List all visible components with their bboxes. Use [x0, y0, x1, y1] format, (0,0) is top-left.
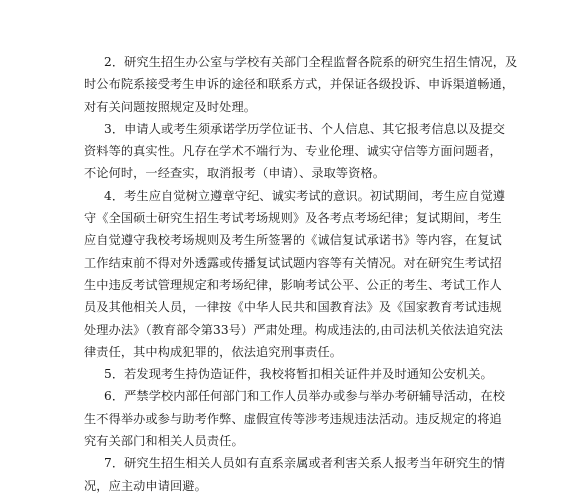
paragraph-line: 况，应主动申请回避。	[84, 478, 207, 493]
paragraph-line: 应自觉遵守我校考场规则及考生所签署的《诚信复试承诺书》等内容，在复试	[84, 233, 502, 248]
paragraph-line: 4．考生应自觉树立遵章守纪、诚实考试的意识。初试期间，考生应自觉遵	[104, 188, 506, 203]
paragraph-line: 生中违反考试管理规定和考场纪律，影响考试公平、公正的考生、考试工作人	[84, 277, 502, 292]
paragraph-line: 律责任，其中构成犯罪的，依法追究刑事责任。	[84, 344, 343, 359]
paragraph-line: 不论何时，一经查实，取消报考（申请）、录取等资格。	[84, 166, 386, 181]
paragraph-4	[84, 185, 506, 363]
paragraph-line: 处理办法》（教育部令第33号）严肃处理。构成违法的,由司法机关依法追究法	[84, 322, 504, 337]
paragraph-line: 5．若发现考生持伪造证件，我校将暂扣相关证件并及时通知公安机关。	[104, 367, 493, 382]
paragraph-line: 生不得举办或参与助考作弊、虚假宣传等涉考违规违法活动。违反规定的将追	[84, 411, 502, 426]
paragraph-5	[84, 363, 498, 385]
paragraph-line: 究有关部门和相关人员责任。	[84, 434, 244, 449]
paragraph-line: 员及其他相关人员，一律按《中华人民共和国教育法》及《国家教育考试违规	[84, 300, 502, 315]
paragraph-7	[84, 452, 506, 497]
paragraph-line: 3．申请人或考生须承诺学历学位证书、个人信息、其它报考信息以及提交	[104, 121, 506, 136]
paragraph-2	[84, 51, 518, 118]
paragraph-line: 6．严禁学校内部任何部门和工作人员举办或参与举办考研辅导活动，在校	[104, 389, 506, 404]
paragraph-line: 资料等的真实性。凡存在学术不端行为、专业伦理、诚实守信等方面问题者，	[84, 144, 502, 159]
paragraph-line: 2．研究生招生办公室与学校有关部门全程监督各院系的研究生招生情况，及	[104, 55, 518, 69]
paragraph-line: 守《全国硕士研究生招生考试考场规则》及各考点考场纪律；复试期间，考生	[84, 211, 502, 226]
paragraph-line: 7．研究生招生相关人员如有直系亲属或者利害关系人报考当年研究生的情	[104, 456, 506, 471]
paragraph-3	[84, 118, 506, 185]
paragraph-line: 对有关问题按照规定及时处理。	[84, 99, 257, 114]
paragraph-line: 工作结束前不得对外透露或传播复试试题内容等有关情况。对在研究生考试招	[84, 255, 502, 270]
paragraph-line: 时公布院系接受考生申诉的途径和联系方式，并保证各级投诉、申诉渠道畅通，	[84, 77, 515, 92]
paragraph-6	[84, 385, 506, 452]
document-body	[84, 51, 518, 497]
